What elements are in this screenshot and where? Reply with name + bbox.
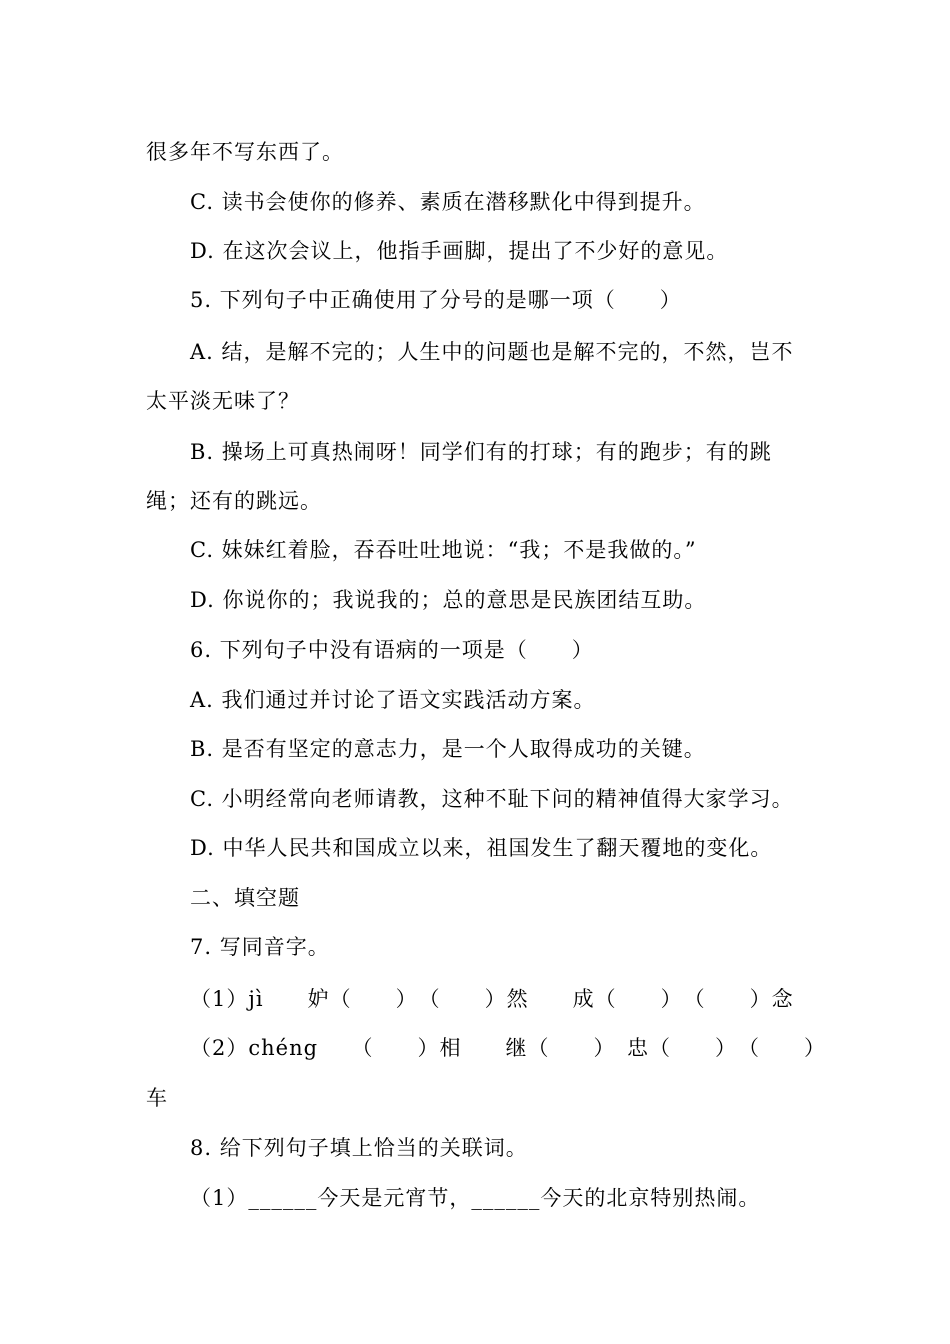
text-line: 绳；还有的跳远。 [146, 489, 322, 513]
option-c: C. 读书会使你的修养、素质在潜移默化中得到提升。 [190, 190, 706, 214]
fill-sentence-1 [190, 1184, 760, 1212]
question-8: 8. 给下列句子填上恰当的关联词。 [190, 1136, 528, 1160]
option-b: B. 操场上可真热闹呀！同学们有的打球；有的跑步；有的跳 [190, 440, 772, 464]
sentence-part: 今天是元宵节， [317, 1186, 472, 1210]
question-5: 5. 下列句子中正确使用了分号的是哪一项（ ） [190, 288, 682, 312]
question-6: 6. 下列句子中没有语病的一项是（ ） [190, 638, 594, 662]
option-d: D. 在这次会议上，他指手画脚，提出了不少好的意见。 [190, 239, 729, 263]
blank-line: ______ [471, 1186, 541, 1210]
option-c: C. 妹妹红着脸，吞吞吐吐地说：“我；不是我做的。” [190, 538, 697, 562]
item-number: （1） [190, 1186, 249, 1210]
homophone-row-1: （1）jì 妒（ ） （ ）然 成（ ） （ ）念 [190, 987, 794, 1011]
text-line: 很多年不写东西了。 [146, 140, 344, 164]
sentence-part: 今天的北京特别热闹。 [540, 1186, 761, 1210]
option-a: A. 我们通过并讨论了语文实践活动方案。 [190, 688, 596, 712]
option-d: D. 中华人民共和国成立以来，祖国发生了翻天覆地的变化。 [190, 836, 773, 860]
question-7: 7. 写同音字。 [190, 935, 330, 959]
text-line: 太平淡无味了？ [146, 389, 300, 413]
section-heading: 二、填空题 [190, 886, 300, 910]
blank-line: ______ [248, 1186, 318, 1210]
homophone-row-2: （2）chéng （ ）相 继（ ） 忠（ ） （ ） [190, 1036, 827, 1060]
option-d: D. 你说你的；我说我的；总的意思是民族团结互助。 [190, 588, 707, 612]
option-b: B. 是否有坚定的意志力，是一个人取得成功的关键。 [190, 737, 706, 761]
option-a: A. 结，是解不完的；人生中的问题也是解不完的，不然，岂不 [190, 340, 794, 364]
option-c: C. 小明经常向老师请教，这种不耻下问的精神值得大家学习。 [190, 787, 794, 811]
text-line: 车 [146, 1086, 168, 1110]
